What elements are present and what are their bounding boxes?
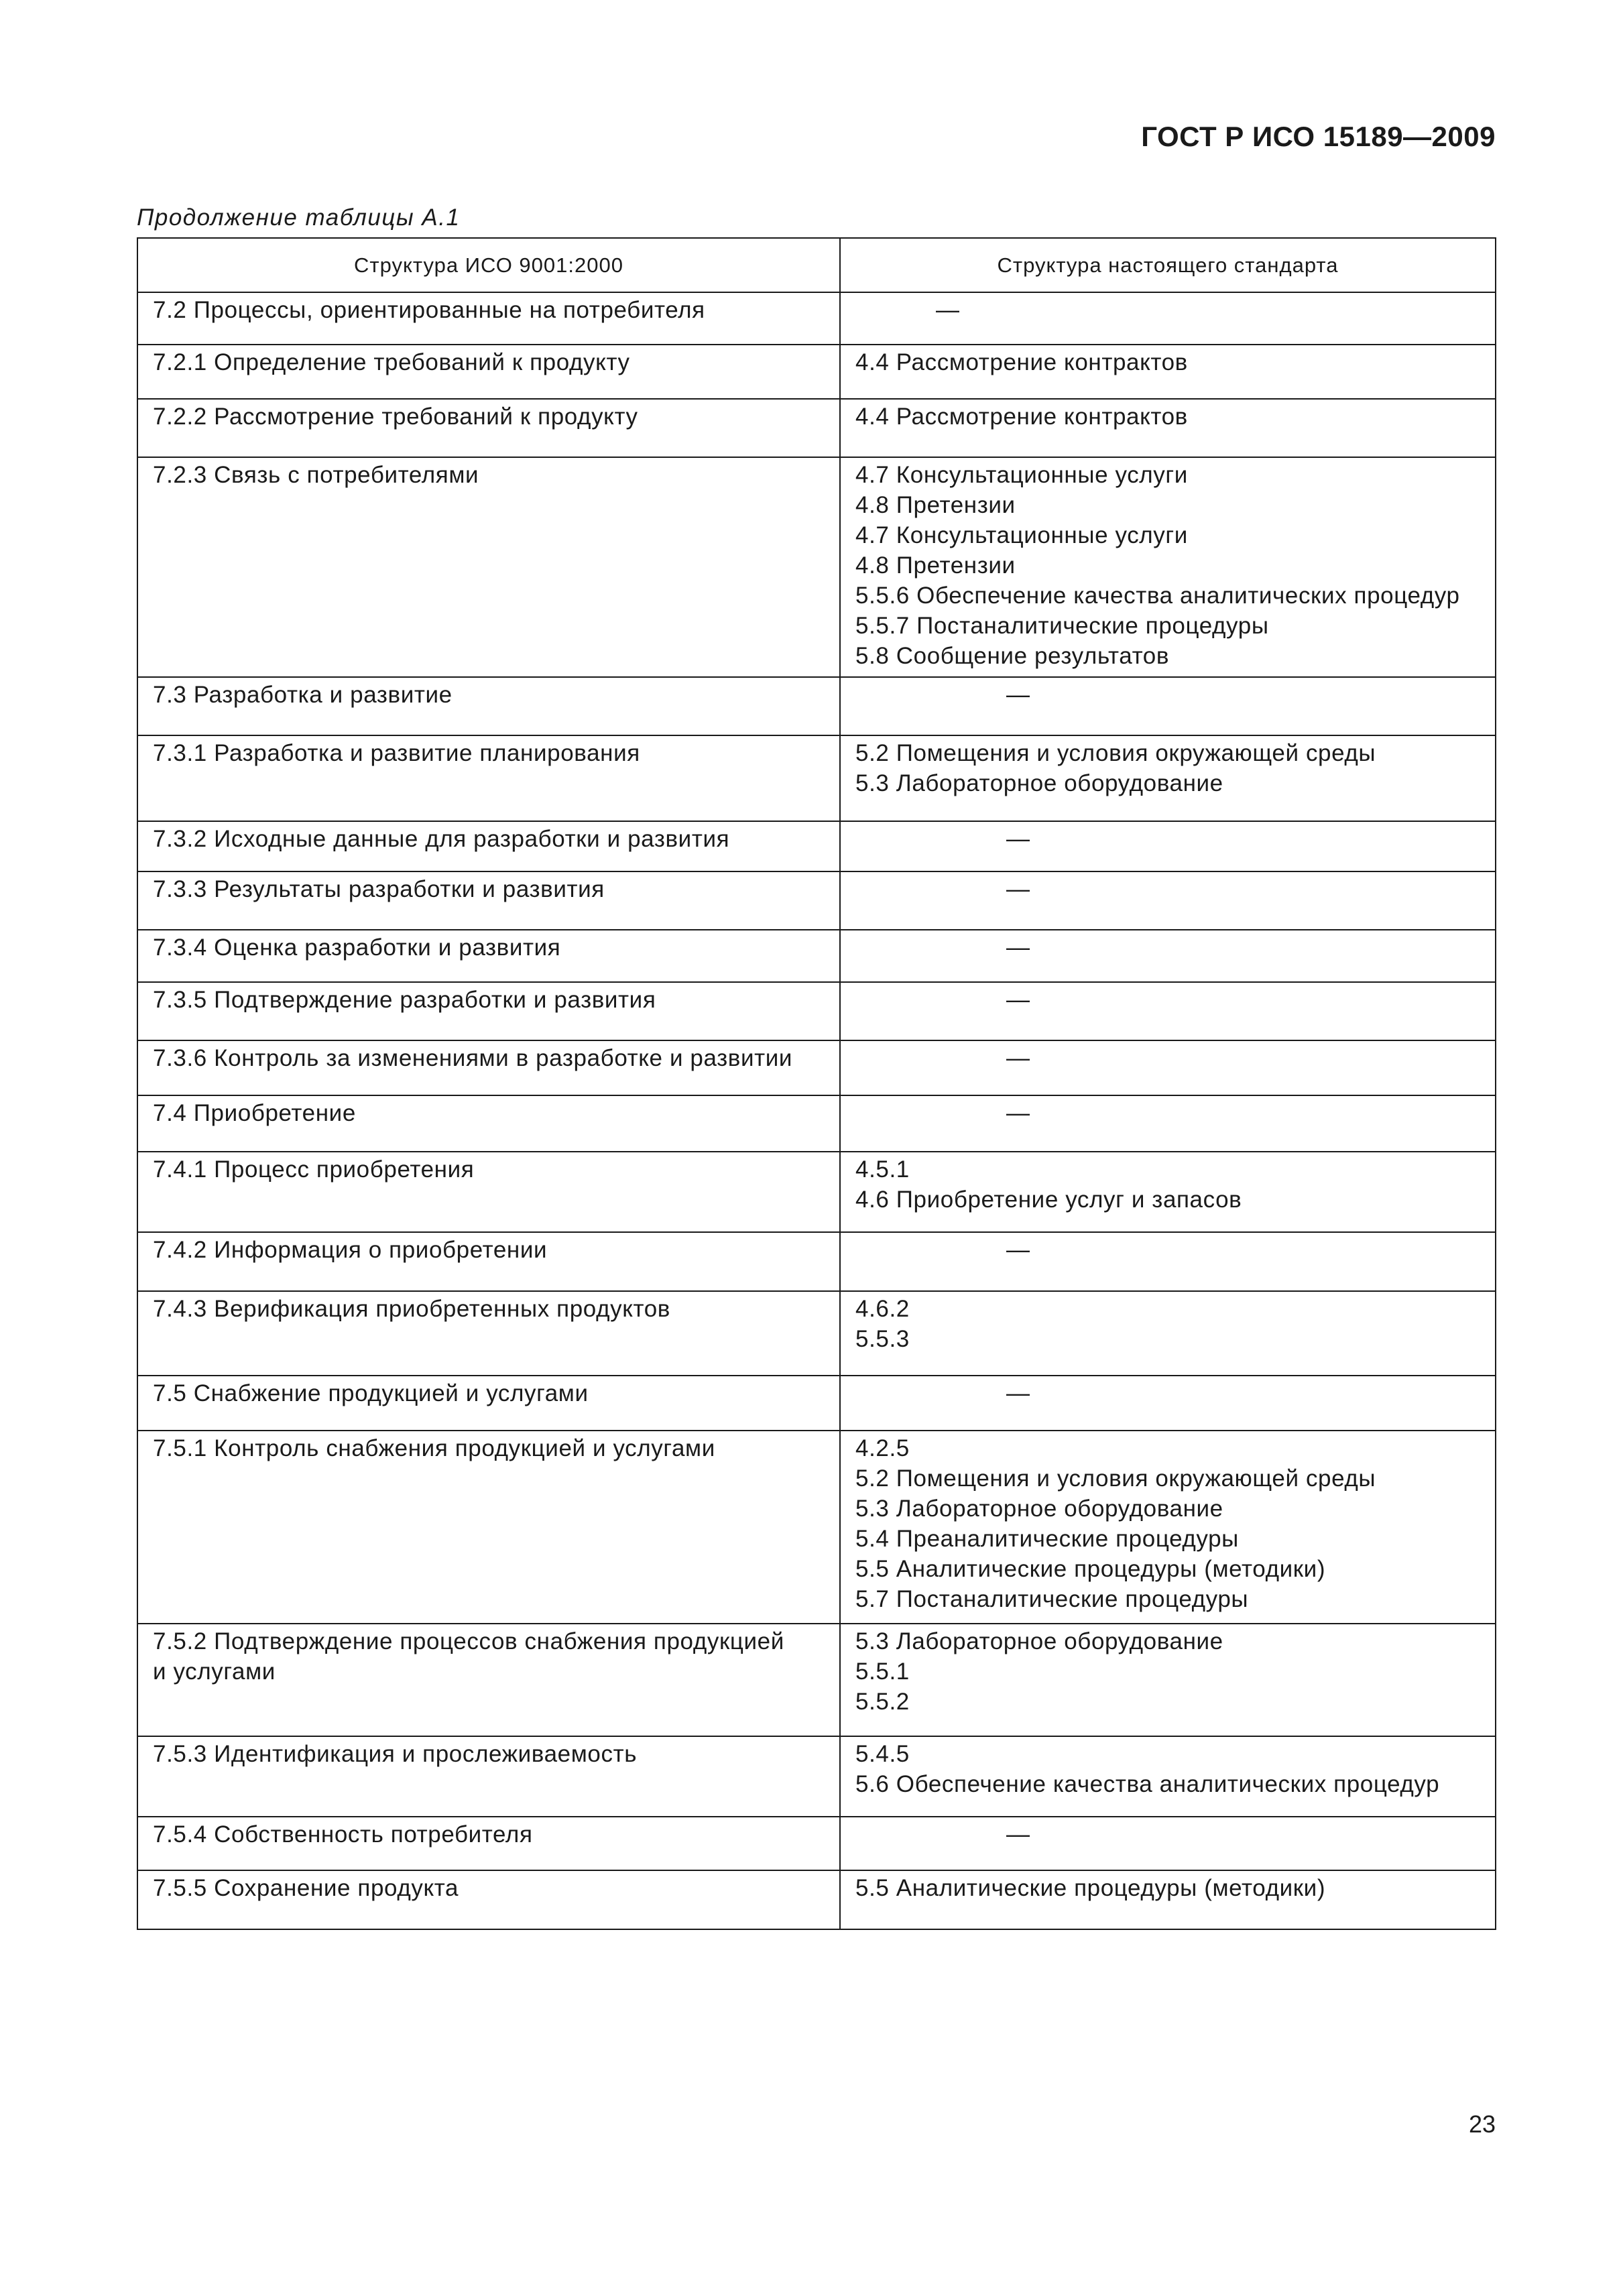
standard-clause-text: 4.7 Консультационные услуги xyxy=(855,462,1188,488)
iso9001-clause-text: 7.5.3 Идентификация и прослеживаемость xyxy=(153,1741,638,1767)
no-equivalent-dash: — xyxy=(936,297,960,323)
table-row xyxy=(137,345,1496,399)
table-row xyxy=(137,1431,1496,1624)
no-equivalent-dash: — xyxy=(1006,1100,1030,1126)
iso9001-clause-text: 7.3 Разработка и развитие xyxy=(153,682,453,708)
iso9001-clause-cell xyxy=(137,1152,840,1232)
iso9001-clause-text: 7.2.3 Связь с потребителями xyxy=(153,462,479,488)
standard-clause-text: 5.5 Аналитические процедуры (методики) xyxy=(855,1875,1326,1901)
standard-clause-text: 4.6.2 xyxy=(855,1296,910,1322)
standard-clause-text: 5.5.1 xyxy=(855,1658,910,1685)
standard-clause-cell xyxy=(840,1870,1496,1929)
table-row xyxy=(137,292,1496,345)
iso9001-clause-cell xyxy=(137,457,840,677)
standard-clause-cell xyxy=(840,399,1496,457)
table-caption: Продолжение таблицы А.1 xyxy=(137,204,461,231)
standard-clause-text: 5.6 Обеспечение качества аналитических процедур xyxy=(855,1771,1440,1797)
no-equivalent-dash: — xyxy=(1006,1045,1030,1071)
standard-clause-text: 4.4 Рассмотрение контрактов xyxy=(855,404,1188,430)
iso9001-clause-text: и услугами xyxy=(153,1658,276,1685)
table-row xyxy=(137,1232,1496,1291)
table-row xyxy=(137,1736,1496,1817)
standard-clause-text: 5.5.6 Обеспечение качества аналитических процедур xyxy=(855,583,1460,609)
iso9001-clause-text: 7.5 Снабжение продукцией и услугами xyxy=(153,1380,589,1406)
iso9001-clause-cell xyxy=(137,345,840,399)
iso9001-clause-text: 7.4.2 Информация о приобретении xyxy=(153,1237,548,1263)
standard-clause-text: 4.7 Консультационные услуги xyxy=(855,522,1188,548)
standard-clause-cell xyxy=(840,292,1496,345)
standard-clause-text: 5.4.5 xyxy=(855,1741,910,1767)
no-equivalent-dash: — xyxy=(1006,987,1030,1013)
standard-clause-cell xyxy=(840,677,1496,735)
standard-clause-cell xyxy=(840,1431,1496,1624)
iso9001-clause-cell xyxy=(137,1376,840,1431)
table-row xyxy=(137,1291,1496,1376)
table-row xyxy=(137,930,1496,982)
standard-clause-cell xyxy=(840,1095,1496,1152)
no-equivalent-dash: — xyxy=(1006,934,1030,961)
table-row xyxy=(137,1040,1496,1095)
standard-clause-cell xyxy=(840,871,1496,930)
iso9001-clause-text: 7.3.2 Исходные данные для разработки и развития xyxy=(153,826,730,852)
iso9001-clause-cell xyxy=(137,871,840,930)
iso9001-clause-cell xyxy=(137,735,840,821)
standard-clause-text: 4.4 Рассмотрение контрактов xyxy=(855,349,1188,375)
standard-clause-cell xyxy=(840,345,1496,399)
iso9001-clause-cell xyxy=(137,1736,840,1817)
iso9001-clause-cell xyxy=(137,1431,840,1624)
no-equivalent-dash: — xyxy=(1006,1380,1030,1406)
iso9001-clause-cell xyxy=(137,399,840,457)
table-row xyxy=(137,677,1496,735)
standard-clause-text: 5.5 Аналитические процедуры (методики) xyxy=(855,1556,1326,1582)
structure-mapping-table xyxy=(137,237,1496,1930)
iso9001-clause-text: 7.3.4 Оценка разработки и развития xyxy=(153,934,561,961)
iso9001-clause-text: 7.3.6 Контроль за изменениями в разработке и развитии xyxy=(153,1045,793,1071)
iso9001-clause-cell xyxy=(137,1040,840,1095)
standard-clause-cell xyxy=(840,735,1496,821)
iso9001-clause-cell xyxy=(137,1624,840,1736)
standard-clause-text: 5.2 Помещения и условия окружающей среды xyxy=(855,740,1376,766)
iso9001-clause-cell xyxy=(137,1095,840,1152)
no-equivalent-dash: — xyxy=(1006,1821,1030,1848)
iso9001-clause-cell xyxy=(137,677,840,735)
standard-clause-cell xyxy=(840,821,1496,871)
standard-clause-cell xyxy=(840,1376,1496,1431)
iso9001-clause-text: 7.2.1 Определение требований к продукту xyxy=(153,349,630,375)
table-row xyxy=(137,871,1496,930)
no-equivalent-dash: — xyxy=(1006,826,1030,852)
iso9001-clause-text: 7.5.1 Контроль снабжения продукцией и услугами xyxy=(153,1435,715,1461)
column-header-iso9001: Структура ИСО 9001:2000 xyxy=(137,238,840,292)
standard-clause-text: 5.3 Лабораторное оборудование xyxy=(855,770,1223,796)
table-row xyxy=(137,735,1496,821)
standard-clause-cell xyxy=(840,457,1496,677)
standard-clause-text: 5.2 Помещения и условия окружающей среды xyxy=(855,1465,1376,1492)
iso9001-clause-cell xyxy=(137,821,840,871)
iso9001-clause-cell xyxy=(137,982,840,1040)
table-body xyxy=(137,292,1496,1929)
table-row xyxy=(137,821,1496,871)
document-standard-header: ГОСТ Р ИСО 15189—2009 xyxy=(1141,121,1496,152)
standard-clause-cell xyxy=(840,1624,1496,1736)
standard-clause-text: 4.8 Претензии xyxy=(855,552,1016,579)
standard-clause-text: 4.8 Претензии xyxy=(855,492,1016,518)
table-row xyxy=(137,1376,1496,1431)
standard-clause-cell xyxy=(840,982,1496,1040)
standard-clause-text: 5.5.2 xyxy=(855,1689,910,1715)
iso9001-clause-text: 7.2 Процессы, ориентированные на потребителя xyxy=(153,297,705,323)
iso9001-clause-text: 7.5.4 Собственность потребителя xyxy=(153,1821,533,1848)
standard-clause-text: 4.5.1 xyxy=(855,1156,910,1183)
iso9001-clause-text: 7.4 Приобретение xyxy=(153,1100,356,1126)
table-row xyxy=(137,982,1496,1040)
standard-clause-cell xyxy=(840,1736,1496,1817)
standard-clause-text: 4.6 Приобретение услуг и запасов xyxy=(855,1187,1242,1213)
standard-clause-text: 5.3 Лабораторное оборудование xyxy=(855,1628,1223,1654)
standard-clause-cell xyxy=(840,1817,1496,1870)
standard-clause-cell xyxy=(840,1152,1496,1232)
iso9001-clause-cell xyxy=(137,930,840,982)
standard-clause-text: 4.2.5 xyxy=(855,1435,910,1461)
standard-clause-text: 5.3 Лабораторное оборудование xyxy=(855,1496,1223,1522)
table-row xyxy=(137,457,1496,677)
table-row xyxy=(137,1870,1496,1929)
column-header-this-standard: Структура настоящего стандарта xyxy=(840,238,1496,292)
table-row xyxy=(137,399,1496,457)
table-row xyxy=(137,1624,1496,1736)
table-header-row xyxy=(137,238,1496,292)
iso9001-clause-text: 7.2.2 Рассмотрение требований к продукту xyxy=(153,404,638,430)
standard-clause-cell xyxy=(840,1232,1496,1291)
iso9001-clause-text: 7.3.1 Разработка и развитие планирования xyxy=(153,740,640,766)
iso9001-clause-cell xyxy=(137,1817,840,1870)
no-equivalent-dash: — xyxy=(1006,682,1030,708)
iso9001-clause-text: 7.4.3 Верификация приобретенных продуктов xyxy=(153,1296,670,1322)
iso9001-clause-text: 7.5.5 Сохранение продукта xyxy=(153,1875,459,1901)
iso9001-clause-cell xyxy=(137,1232,840,1291)
table-row xyxy=(137,1095,1496,1152)
iso9001-clause-text: 7.4.1 Процесс приобретения xyxy=(153,1156,475,1183)
page-number: 23 xyxy=(1468,2110,1496,2138)
standard-clause-text: 5.4 Преаналитические процедуры xyxy=(855,1526,1239,1552)
standard-clause-cell xyxy=(840,1040,1496,1095)
standard-clause-cell xyxy=(840,930,1496,982)
standard-clause-text: 5.7 Постаналитические процедуры xyxy=(855,1586,1249,1612)
iso9001-clause-text: 7.5.2 Подтверждение процессов снабжения продукцией xyxy=(153,1628,784,1654)
iso9001-clause-text: 7.3.3 Результаты разработки и развития xyxy=(153,876,605,902)
standard-clause-text: 5.5.3 xyxy=(855,1326,910,1352)
table-row xyxy=(137,1817,1496,1870)
iso9001-clause-cell xyxy=(137,1291,840,1376)
standard-clause-text: 5.5.7 Постаналитические процедуры xyxy=(855,613,1269,639)
iso9001-clause-cell xyxy=(137,1870,840,1929)
no-equivalent-dash: — xyxy=(1006,1237,1030,1263)
standard-clause-text: 5.8 Сообщение результатов xyxy=(855,643,1170,669)
table-row xyxy=(137,1152,1496,1232)
iso9001-clause-text: 7.3.5 Подтверждение разработки и развития xyxy=(153,987,656,1013)
no-equivalent-dash: — xyxy=(1006,876,1030,902)
iso9001-clause-cell xyxy=(137,292,840,345)
standard-clause-cell xyxy=(840,1291,1496,1376)
